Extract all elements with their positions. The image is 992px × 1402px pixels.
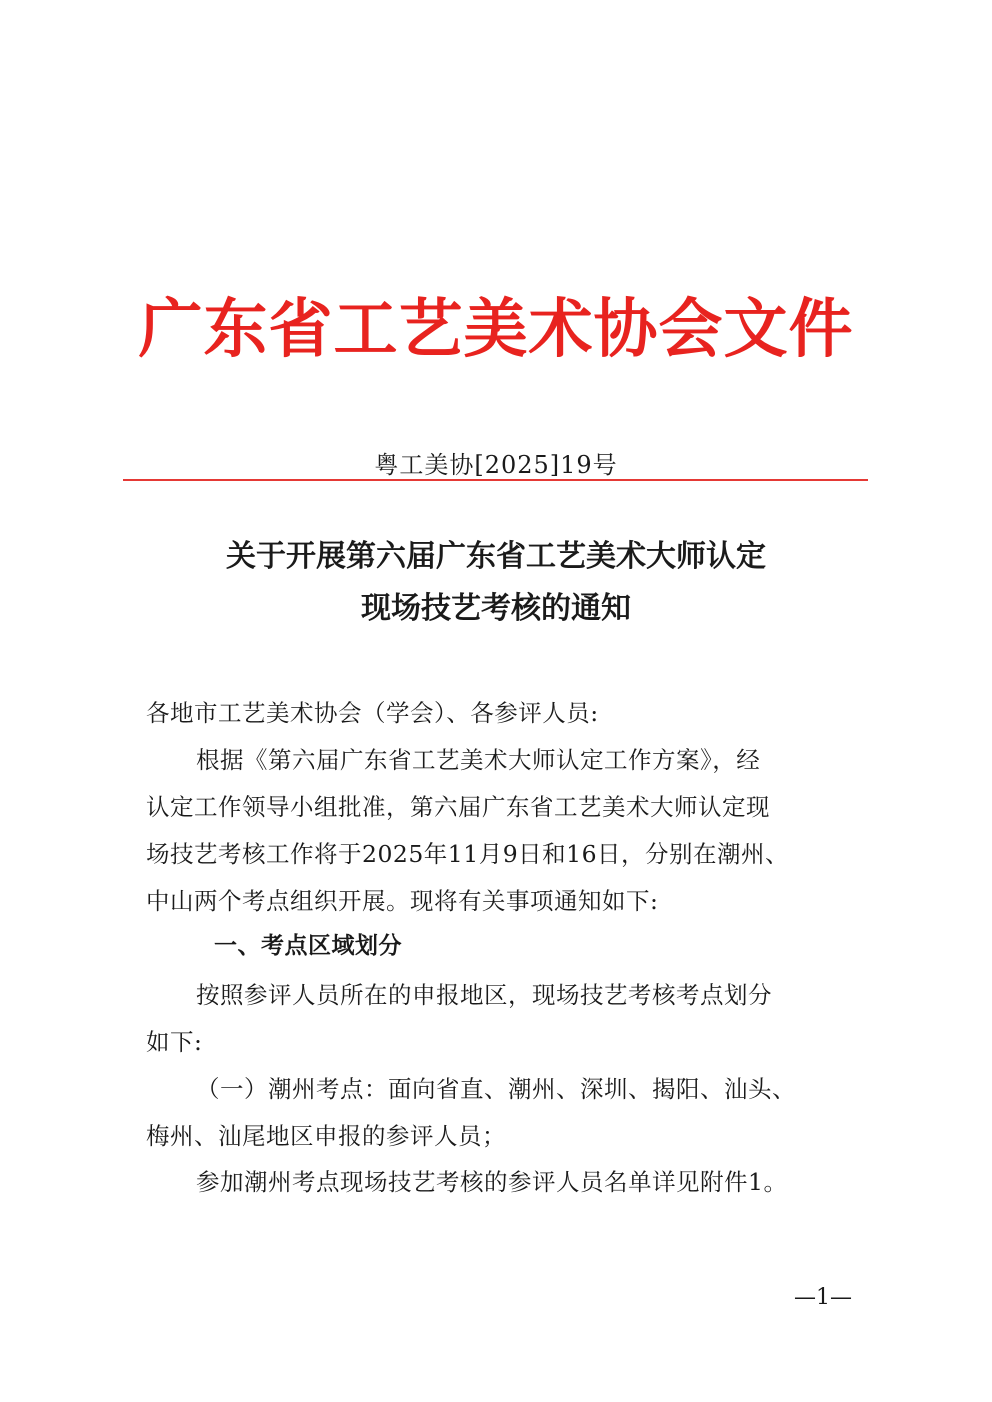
notice-title-line-2: 现场技艺考核的通知	[361, 591, 631, 626]
section-1-heading: 一、考点区域划分	[214, 933, 402, 959]
document-number: 粤工美协[2025]19号	[374, 451, 618, 479]
paragraph-1-line-4: 中山两个考点组织开展。现将有关事项通知如下:	[146, 887, 659, 915]
notice-title-line-1: 关于开展第六届广东省工艺美术大师认定	[226, 539, 766, 574]
salutation: 各地市工艺美术协会（学会）、各参评人员:	[146, 699, 599, 727]
paragraph-1-line-3: 场技艺考核工作将于2025年11月9日和16日，分别在潮州、	[146, 840, 790, 868]
letterhead-title: 广东省工艺美术协会文件	[138, 292, 854, 367]
page-number: —1—	[794, 1285, 852, 1310]
paragraph-3-line-2: 梅州、汕尾地区申报的参评人员；	[146, 1122, 506, 1150]
red-divider-line	[123, 479, 868, 481]
paragraph-2-line-1: 按照参评人员所在的申报地区，现场技艺考核考点划分	[196, 981, 772, 1009]
paragraph-3-line-1: （一）潮州考点：面向省直、潮州、深圳、揭阳、汕头、	[196, 1075, 796, 1103]
paragraph-2-line-2: 如下:	[146, 1028, 203, 1056]
paragraph-4-line-1: 参加潮州考点现场技艺考核的参评人员名单详见附件1。	[196, 1168, 788, 1196]
paragraph-1-line-2: 认定工作领导小组批准，第六届广东省工艺美术大师认定现	[146, 793, 770, 821]
paragraph-1-line-1: 根据《第六届广东省工艺美术大师认定工作方案》，经	[196, 746, 761, 774]
